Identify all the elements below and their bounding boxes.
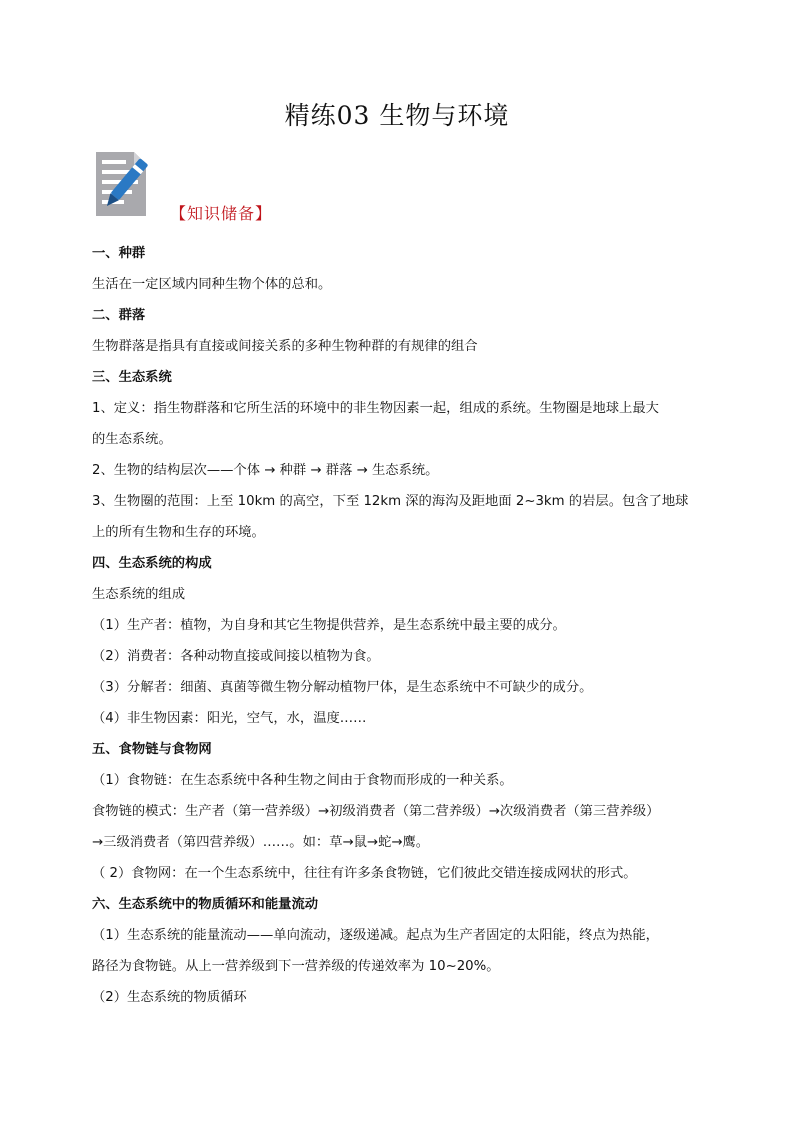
body-text-line: 食物链的模式：生产者（第一营养级）→初级消费者（第二营养级）→次级消费者（第三营养级）	[92, 804, 660, 819]
section-badge-knowledge: 【知识储备】	[170, 204, 273, 223]
body-text-line: 的生态系统。	[92, 432, 172, 447]
body-text-line: 生活在一定区域内同种生物个体的总和。	[92, 277, 332, 292]
body-text-line: 生态系统的组成	[92, 587, 186, 602]
body-text-line: 生物群落是指具有直接或间接关系的多种生物种群的有规律的组合	[92, 339, 478, 354]
body-text-line: （1）食物链：在生态系统中各种生物之间由于食物而形成的一种关系。	[92, 773, 513, 788]
section-heading: 四、生态系统的构成	[92, 556, 212, 571]
section-heading: 三、生态系统	[92, 370, 172, 385]
body-text-line: （2）消费者：各种动物直接或间接以植物为食。	[92, 649, 380, 664]
section-heading: 二、群落	[92, 308, 146, 323]
section-heading: 一、种群	[92, 246, 146, 261]
body-text-line: 2、生物的结构层次——个体 → 种群 → 群落 → 生态系统。	[92, 463, 439, 478]
body-text-line: （ 2）食物网：在一个生态系统中，往往有许多条食物链，它们彼此交错连接成网状的形式。	[92, 866, 637, 881]
body-text-line: 上的所有生物和生存的环境。	[92, 525, 265, 540]
document-pen-icon	[94, 150, 166, 218]
section-heading: 六、生态系统中的物质循环和能量流动	[92, 897, 319, 912]
body-text-line: 3、生物圈的范围：上至 10km 的高空，下至 12km 深的海沟及距地面 2~3km 的岩层。包含了地球	[92, 494, 689, 509]
body-text-line: （1）生产者：植物，为自身和其它生物提供营养，是生态系统中最主要的成分。	[92, 618, 566, 633]
body-text-line: （1）生态系统的能量流动——单向流动，逐级递减。起点为生产者固定的太阳能，终点为热能，	[92, 928, 659, 943]
section-heading: 五、食物链与食物网	[92, 742, 212, 757]
body-text-line: 1、定义：指生物群落和它所生活的环境中的非生物因素一起，组成的系统。生物圈是地球上最大	[92, 401, 659, 416]
body-text-line: →三级消费者（第四营养级）……。如：草→鼠→蛇→鹰。	[92, 835, 430, 850]
body-text-line: （3）分解者：细菌、真菌等微生物分解动植物尸体，是生态系统中不可缺少的成分。	[92, 680, 593, 695]
body-text-line: （4）非生物因素：阳光，空气，水，温度……	[92, 711, 367, 726]
page-title: 精练03 生物与环境	[284, 101, 510, 130]
body-text-line: 路径为食物链。从上一营养级到下一营养级的传递效率为 10~20%。	[92, 959, 500, 974]
body-text-line: （2）生态系统的物质循环	[92, 990, 247, 1005]
content-body	[92, 238, 704, 1013]
